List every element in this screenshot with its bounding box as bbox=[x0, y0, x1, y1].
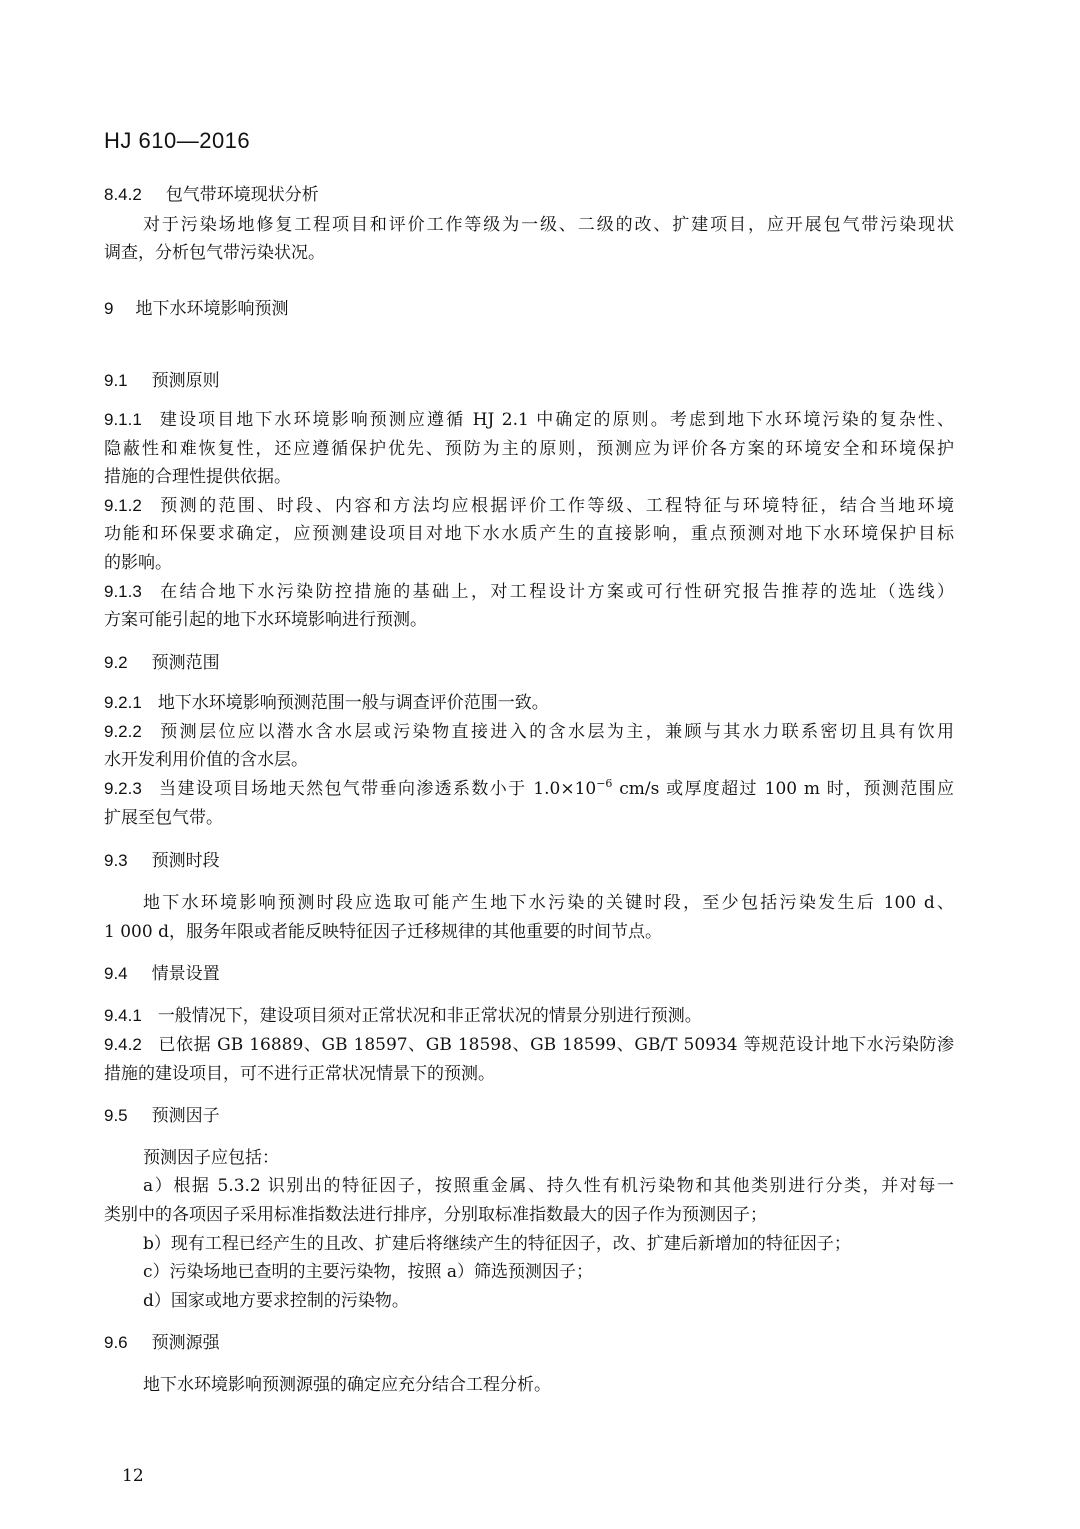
clause-title: 包气带环境现状分析 bbox=[165, 185, 319, 205]
list-item-a-line: a）根据 5.3.2 识别出的特征因子，按照重金属、持久性有机污染物和其他类别进行分类，并对每一 bbox=[143, 1176, 954, 1196]
clause-number: 9.2.1 bbox=[104, 693, 142, 712]
chapter-9-heading bbox=[104, 297, 288, 321]
clause-number: 9.1.1 bbox=[104, 410, 142, 429]
clause-number: 9.1.2 bbox=[104, 496, 142, 515]
clause-text-cont: cm/s 或厚度超过 100 m 时，预测范围应 bbox=[612, 779, 954, 799]
clause-text: 预测的范围、时段、内容和方法均应根据评价工作等级、工程特征与环境特征，结合当地环境 bbox=[157, 496, 954, 516]
paragraph-line: 水开发利用价值的含水层。 bbox=[104, 750, 308, 770]
list-item-d: d）国家或地方要求控制的污染物。 bbox=[143, 1291, 409, 1311]
clause-9-2-3-line bbox=[104, 777, 954, 801]
paragraph-line: 措施的合理性提供依据。 bbox=[104, 467, 291, 487]
clause-9-4-2-line bbox=[104, 1033, 954, 1057]
section-9-2-heading bbox=[104, 651, 220, 675]
standard-code-header: HJ 610—2016 bbox=[104, 128, 251, 153]
section-title: 情景设置 bbox=[151, 964, 220, 983]
paragraph-line: 预测因子应包括： bbox=[143, 1148, 279, 1168]
section-9-3-heading bbox=[104, 849, 220, 873]
paragraph-line: 扩展至包气带。 bbox=[104, 808, 223, 828]
clause-9-1-3-line bbox=[104, 580, 954, 604]
section-number: 9.1 bbox=[104, 371, 128, 390]
section-title: 预测因子 bbox=[151, 1106, 220, 1125]
chapter-title: 地下水环境影响预测 bbox=[135, 299, 289, 318]
paragraph-line: 方案可能引起的地下水环境影响进行预测。 bbox=[104, 610, 427, 630]
section-number: 9.5 bbox=[104, 1106, 128, 1125]
clause-9-1-1-line bbox=[104, 408, 954, 432]
paragraph-line: 类别中的各项因子采用标准指数法进行排序，分别取标准指数最大的因子作为预测因子； bbox=[104, 1205, 767, 1225]
section-title: 预测范围 bbox=[151, 653, 220, 672]
section-9-4-heading bbox=[104, 962, 220, 986]
section-9-6-heading bbox=[104, 1331, 220, 1355]
clause-text: 建设项目地下水环境影响预测应遵循 HJ 2.1 中确定的原则。考虑到地下水环境污染的复杂性、 bbox=[157, 410, 954, 430]
list-item-b: b）现有工程已经产生的且改、扩建后将继续产生的特征因子，改、扩建后新增加的特征因子； bbox=[143, 1234, 851, 1254]
clause-number: 8.4.2 bbox=[104, 185, 142, 204]
paragraph-line: 地下水环境影响预测源强的确定应充分结合工程分析。 bbox=[143, 1375, 551, 1395]
section-number: 9.2 bbox=[104, 653, 128, 672]
clause-text: 地下水环境影响预测范围一般与调查评价范围一致。 bbox=[157, 693, 549, 713]
clause-8-4-2-heading bbox=[104, 183, 319, 207]
clause-9-1-2-line bbox=[104, 494, 954, 518]
paragraph-line: 的影响。 bbox=[104, 553, 172, 573]
section-title: 预测时段 bbox=[151, 851, 220, 870]
clause-text: 在结合地下水污染防控措施的基础上，对工程设计方案或可行性研究报告推荐的选址（选线） bbox=[157, 582, 954, 602]
clause-9-2-2-line bbox=[104, 720, 954, 744]
list-item-c: c）污染场地已查明的主要污染物，按照 a）筛选预测因子； bbox=[143, 1262, 594, 1282]
clause-number: 9.2.2 bbox=[104, 722, 142, 741]
clause-number: 9.4.2 bbox=[104, 1035, 142, 1054]
clause-text: 预测层位应以潜水含水层或污染物直接进入的含水层为主，兼顾与其水力联系密切且具有饮用 bbox=[157, 722, 954, 742]
section-9-5-heading bbox=[104, 1104, 220, 1128]
clause-text: 一般情况下，建设项目须对正常状况和非正常状况的情景分别进行预测。 bbox=[157, 1006, 702, 1026]
paragraph-line: 隐蔽性和难恢复性，还应遵循保护优先、预防为主的原则，预测应为评价各方案的环境安全和环境保护 bbox=[104, 439, 954, 459]
clause-text: 当建设项目场地天然包气带垂向渗透系数小于 1.0×10 bbox=[157, 779, 597, 799]
section-number: 9.6 bbox=[104, 1333, 128, 1352]
page-number: 12 bbox=[122, 1466, 144, 1486]
paragraph-line: 调查，分析包气带污染状况。 bbox=[104, 243, 325, 263]
clause-number: 9.2.3 bbox=[104, 779, 142, 798]
paragraph-line: 措施的建设项目，可不进行正常状况情景下的预测。 bbox=[104, 1064, 495, 1084]
section-number: 9.3 bbox=[104, 851, 128, 870]
clause-9-2-1-line bbox=[104, 691, 954, 715]
paragraph-line: 对于污染场地修复工程项目和评价工作等级为一级、二级的改、扩建项目，应开展包气带污染现状 bbox=[143, 215, 954, 235]
clause-9-4-1-line bbox=[104, 1004, 954, 1028]
section-number: 9.4 bbox=[104, 964, 128, 983]
clause-number: 9.4.1 bbox=[104, 1006, 142, 1025]
paragraph-line: 1 000 d，服务年限或者能反映特征因子迁移规律的其他重要的时间节点。 bbox=[104, 922, 662, 942]
exponent: −6 bbox=[596, 777, 613, 790]
clause-number: 9.1.3 bbox=[104, 582, 142, 601]
chapter-number: 9 bbox=[104, 299, 114, 318]
section-title: 预测源强 bbox=[151, 1333, 220, 1352]
section-9-1-heading bbox=[104, 369, 220, 393]
paragraph-line: 功能和环保要求确定，应预测建设项目对地下水水质产生的直接影响，重点预测对地下水环境保护目标 bbox=[104, 524, 954, 544]
section-title: 预测原则 bbox=[151, 371, 220, 390]
paragraph-line: 地下水环境影响预测时段应选取可能产生地下水污染的关键时段，至少包括污染发生后 100 d、 bbox=[143, 893, 954, 913]
clause-text: 已依据 GB 16889、GB 18597、GB 18598、GB 18599、GB/T 50934 等规范设计地下水污染防渗 bbox=[157, 1035, 954, 1055]
